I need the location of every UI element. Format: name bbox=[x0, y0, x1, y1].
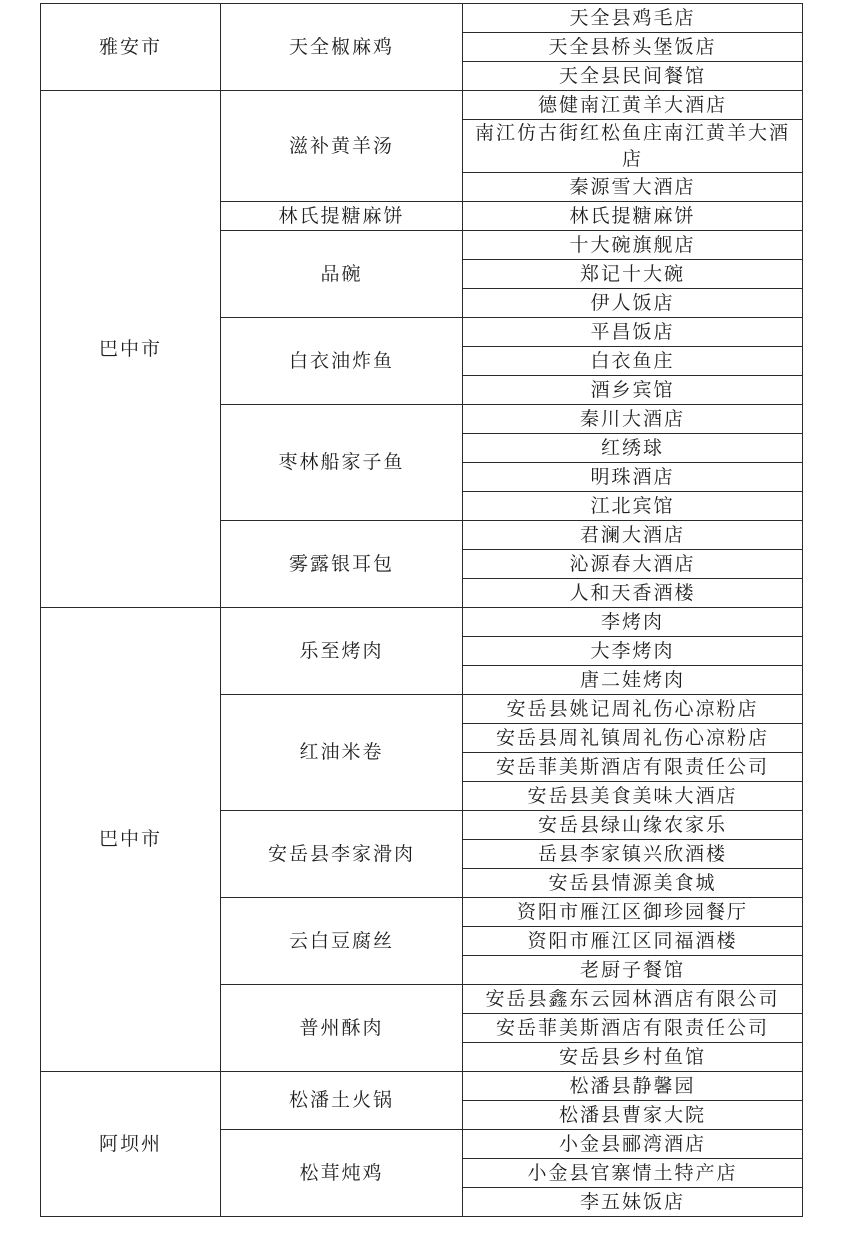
dish-cell: 云白豆腐丝 bbox=[221, 898, 463, 985]
shop-cell: 君澜大酒店 bbox=[463, 521, 803, 550]
table-row bbox=[41, 91, 803, 120]
table-body bbox=[41, 4, 803, 1217]
shop-cell: 秦川大酒店 bbox=[463, 405, 803, 434]
shop-cell: 李五妹饭店 bbox=[463, 1188, 803, 1217]
dish-cell: 红油米卷 bbox=[221, 695, 463, 811]
dish-cell: 白衣油炸鱼 bbox=[221, 318, 463, 405]
city-cell: 巴中市 bbox=[41, 608, 221, 1072]
dish-cell: 雾露银耳包 bbox=[221, 521, 463, 608]
shop-cell: 安岳县情源美食城 bbox=[463, 869, 803, 898]
shop-cell: 平昌饭店 bbox=[463, 318, 803, 347]
shop-cell: 资阳市雁江区同福酒楼 bbox=[463, 927, 803, 956]
shop-cell: 资阳市雁江区御珍园餐厅 bbox=[463, 898, 803, 927]
shop-cell: 老厨子餐馆 bbox=[463, 956, 803, 985]
dish-cell: 安岳县李家滑肉 bbox=[221, 811, 463, 898]
shop-cell: 安岳县乡村鱼馆 bbox=[463, 1043, 803, 1072]
shop-cell: 天全县鸡毛店 bbox=[463, 4, 803, 33]
shop-cell: 李烤肉 bbox=[463, 608, 803, 637]
city-cell: 阿坝州 bbox=[41, 1072, 221, 1217]
shop-cell: 郑记十大碗 bbox=[463, 260, 803, 289]
shop-cell: 小金县官寨情土特产店 bbox=[463, 1159, 803, 1188]
shop-cell: 天全县民间餐馆 bbox=[463, 62, 803, 91]
shop-cell: 松潘县静馨园 bbox=[463, 1072, 803, 1101]
table-row bbox=[41, 608, 803, 637]
dish-cell: 品碗 bbox=[221, 231, 463, 318]
shop-cell: 安岳县姚记周礼伤心凉粉店 bbox=[463, 695, 803, 724]
shop-cell: 伊人饭店 bbox=[463, 289, 803, 318]
shop-cell: 安岳菲美斯酒店有限责任公司 bbox=[463, 753, 803, 782]
shop-cell: 小金县郦湾酒店 bbox=[463, 1130, 803, 1159]
city-cell: 雅安市 bbox=[41, 4, 221, 91]
shop-cell: 南江仿古街红松鱼庄南江黄羊大酒店 bbox=[463, 120, 803, 173]
dish-cell: 松茸炖鸡 bbox=[221, 1130, 463, 1217]
shop-cell: 大李烤肉 bbox=[463, 637, 803, 666]
shop-cell: 安岳县鑫东云园林酒店有限公司 bbox=[463, 985, 803, 1014]
shop-cell: 秦源雪大酒店 bbox=[463, 173, 803, 202]
shop-cell: 沁源春大酒店 bbox=[463, 550, 803, 579]
shop-cell: 白衣鱼庄 bbox=[463, 347, 803, 376]
shop-cell: 人和天香酒楼 bbox=[463, 579, 803, 608]
shop-cell: 唐二娃烤肉 bbox=[463, 666, 803, 695]
shop-cell: 岳县李家镇兴欣酒楼 bbox=[463, 840, 803, 869]
shop-cell: 红绣球 bbox=[463, 434, 803, 463]
shop-cell: 德健南江黄羊大酒店 bbox=[463, 91, 803, 120]
dish-cell: 普州酥肉 bbox=[221, 985, 463, 1072]
dish-cell: 滋补黄羊汤 bbox=[221, 91, 463, 202]
shop-cell: 安岳菲美斯酒店有限责任公司 bbox=[463, 1014, 803, 1043]
shop-cell: 林氏提糖麻饼 bbox=[463, 202, 803, 231]
shop-cell: 明珠酒店 bbox=[463, 463, 803, 492]
shop-cell: 松潘县曹家大院 bbox=[463, 1101, 803, 1130]
shop-cell: 安岳县周礼镇周礼伤心凉粉店 bbox=[463, 724, 803, 753]
dish-cell: 松潘土火锅 bbox=[221, 1072, 463, 1130]
dish-cell: 枣林船家子鱼 bbox=[221, 405, 463, 521]
table-row bbox=[41, 4, 803, 33]
city-cell: 巴中市 bbox=[41, 91, 221, 608]
shop-cell: 安岳县美食美味大酒店 bbox=[463, 782, 803, 811]
shop-cell: 酒乡宾馆 bbox=[463, 376, 803, 405]
dish-cell: 林氏提糖麻饼 bbox=[221, 202, 463, 231]
dish-cell: 乐至烤肉 bbox=[221, 608, 463, 695]
table-row bbox=[41, 1072, 803, 1101]
dish-cell: 天全椒麻鸡 bbox=[221, 4, 463, 91]
shop-cell: 江北宾馆 bbox=[463, 492, 803, 521]
shop-cell: 十大碗旗舰店 bbox=[463, 231, 803, 260]
shop-cell: 天全县桥头堡饭店 bbox=[463, 33, 803, 62]
restaurant-table bbox=[40, 3, 803, 1217]
shop-cell: 安岳县绿山缘农家乐 bbox=[463, 811, 803, 840]
